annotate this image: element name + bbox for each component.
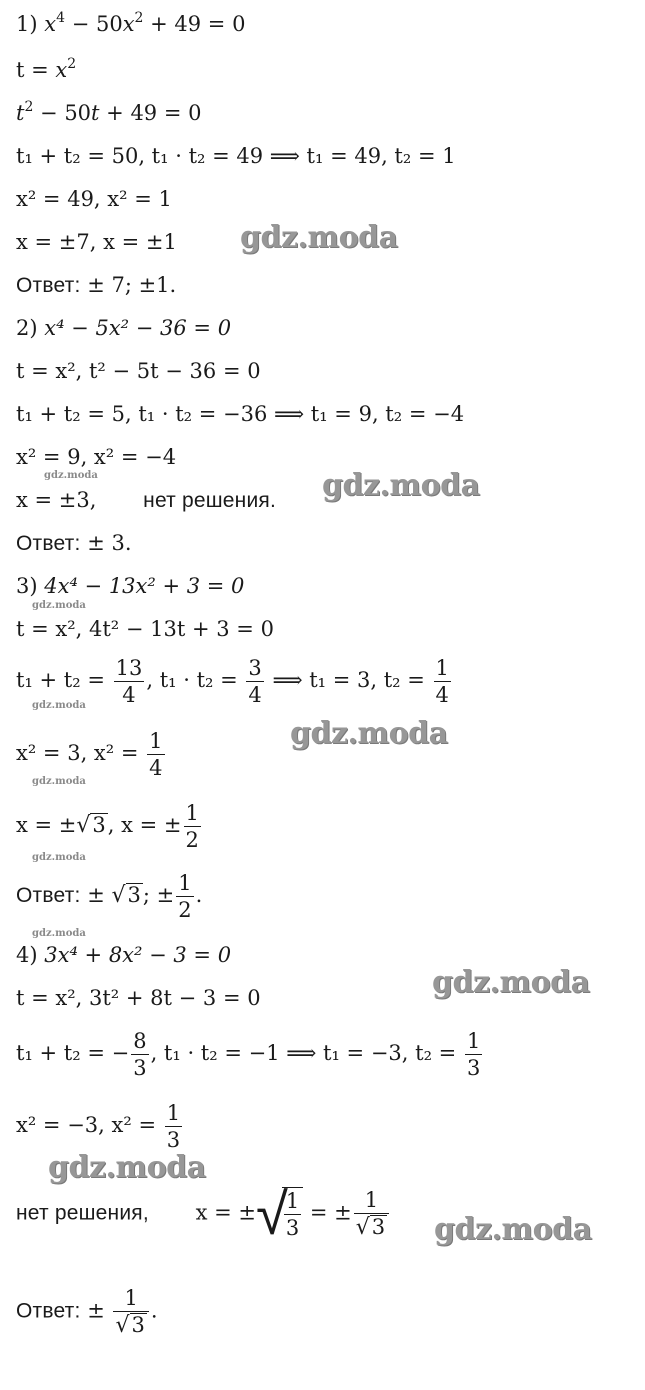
watermark: gdz.moda <box>48 1150 206 1185</box>
fraction: $\frac{1}{4}$ <box>435 656 449 707</box>
problem-1-substitution: $t = x^2$ <box>16 56 77 82</box>
fraction: $\frac{1}{4}$ <box>149 729 163 780</box>
problem-2-roots: x = ±3, нет решения. <box>16 488 277 512</box>
problem-2-answer: Ответ: ± 3. <box>16 531 132 555</box>
radical: √ $\frac{1}{3}$ <box>256 1185 303 1243</box>
fraction: $\frac{1}{√3}$ <box>113 1285 148 1339</box>
fraction: $\frac{13}{4}$ <box>115 656 143 707</box>
problem-2-equation: 2) x⁴ − 5x² − 36 = 0 <box>16 316 232 340</box>
problem-4-substitution: t = x², 3t² + 8t − 3 = 0 <box>16 986 261 1010</box>
fraction: $\frac{1}{2}$ <box>185 801 199 852</box>
problem-4-vieta: t₁ + t₂ = − $\frac{8}{3}$ , t₁ · t₂ = −1 ⟹ t₁ = −3, t₂ = $\frac{1}{3}$ <box>16 1029 481 1080</box>
watermark-small: gdz.moda <box>32 852 86 863</box>
watermark: gdz.moda <box>290 716 448 751</box>
fraction: $\frac{3}{4}$ <box>248 656 262 707</box>
problem-3-roots: x = ±√3, x = ± $\frac{1}{2}$ <box>16 801 199 852</box>
problem-3-back-substitution: x² = 3, x² = $\frac{1}{4}$ <box>16 729 163 780</box>
problem-4-roots: нет решения, x = ±√ $\frac{1}{3}$ = ± $\frac{1}{√3}$ <box>16 1185 391 1243</box>
problem-4-equation: 4) 3x⁴ + 8x² − 3 = 0 <box>16 943 232 967</box>
problem-1-vieta: t₁ + t₂ = 50, t₁ · t₂ = 49 ⟹ t₁ = 49, t₂ = 1 <box>16 144 456 168</box>
watermark-small: gdz.moda <box>32 700 86 711</box>
problem-3-equation: 3) 4x⁴ − 13x² + 3 = 0 <box>16 574 245 598</box>
problem-1-answer: Ответ: ± 7; ±1. <box>16 273 177 297</box>
problem-2-back-substitution: x² = 9, x² = −4 <box>16 445 177 469</box>
fraction: $\frac{1}{3}$ <box>466 1029 481 1080</box>
watermark: gdz.moda <box>240 220 398 255</box>
watermark-small: gdz.moda <box>32 776 86 787</box>
fraction: $\frac{1}{3}$ <box>285 1189 300 1240</box>
problem-3-substitution: t = x², 4t² − 13t + 3 = 0 <box>16 617 274 641</box>
problem-1-back-substitution: x² = 49, x² = 1 <box>16 187 172 211</box>
watermark-small: gdz.moda <box>44 470 98 481</box>
problem-3-vieta: t₁ + t₂ = $\frac{13}{4}$ , t₁ · t₂ = $\frac{3}{4}$ ⟹ t₁ = 3, t₂ = $\frac{1}{4}$ <box>16 656 449 707</box>
problem-2-substitution: t = x², t² − 5t − 36 = 0 <box>16 359 261 383</box>
problem-1-roots: x = ±7, x = ±1 <box>16 230 177 254</box>
problem-2-vieta: t₁ + t₂ = 5, t₁ · t₂ = −36 ⟹ t₁ = 9, t₂ = −4 <box>16 402 465 426</box>
fraction: $\frac{1}{√3}$ <box>354 1187 389 1241</box>
fraction: $\frac{8}{3}$ <box>133 1029 147 1080</box>
fraction: $\frac{1}{3}$ <box>166 1101 181 1152</box>
watermark: gdz.moda <box>322 468 480 503</box>
watermark: gdz.moda <box>432 965 590 1000</box>
problem-4-back-substitution: x² = −3, x² = $\frac{1}{3}$ <box>16 1101 181 1152</box>
watermark: gdz.moda <box>434 1212 592 1247</box>
watermark-small: gdz.moda <box>32 600 86 611</box>
problem-3-answer: Ответ: ± √3; ± $\frac{1}{2}$ . <box>16 871 203 922</box>
fraction: $\frac{1}{2}$ <box>178 871 192 922</box>
problem-4-answer: Ответ: ± $\frac{1}{√3}$ . <box>16 1286 158 1338</box>
problem-1-equation: 1) $x^4 - 50x^2 + 49 = 0$ <box>16 10 246 36</box>
watermark-small: gdz.moda <box>32 928 86 939</box>
problem-1-quadratic: $t^2 - 50t + 49 = 0$ <box>16 99 202 125</box>
